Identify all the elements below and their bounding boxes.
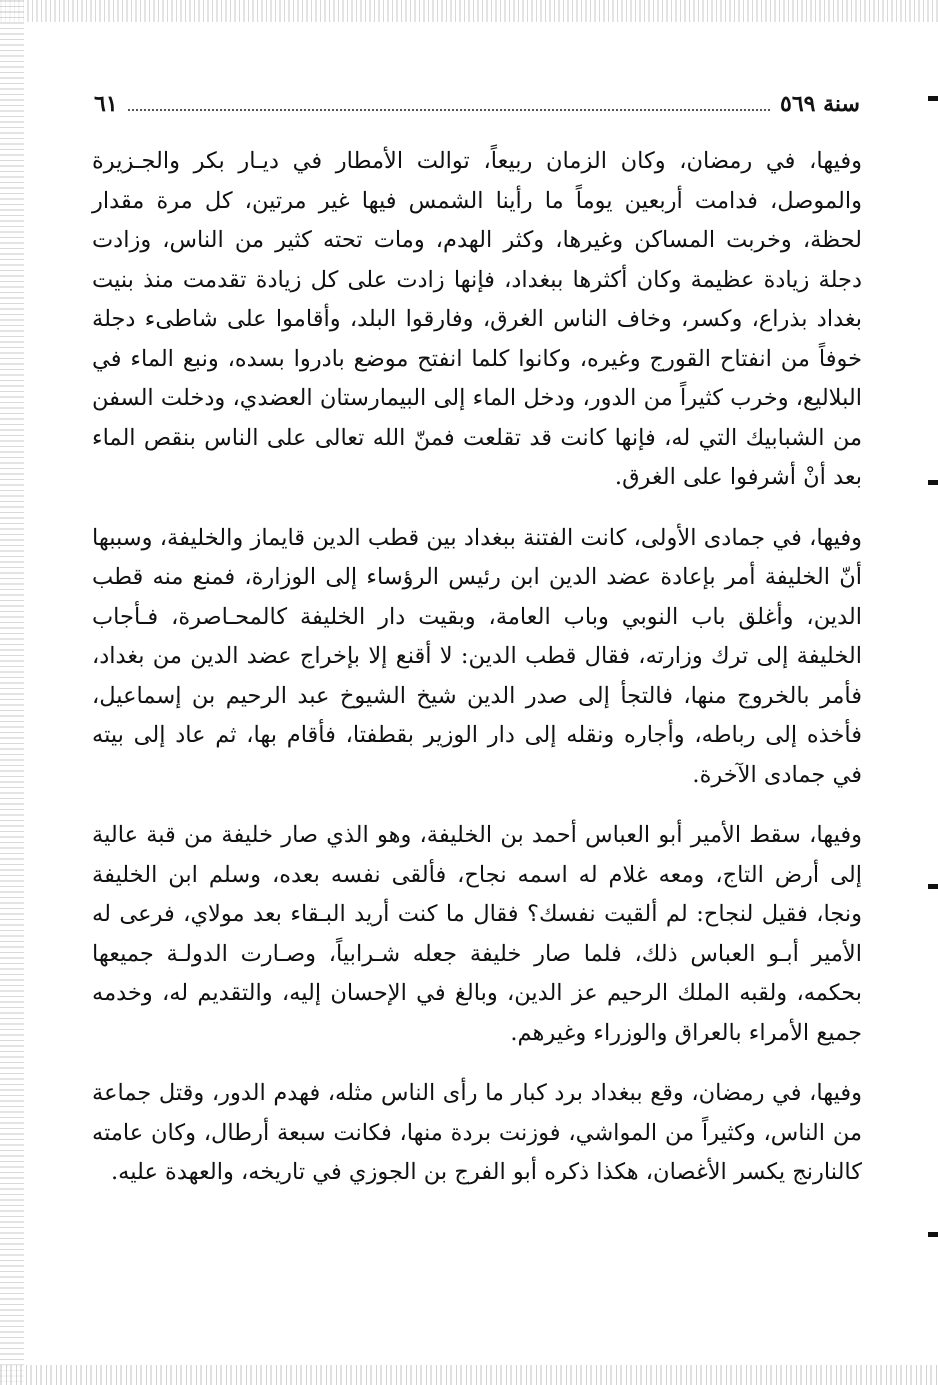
dotted-leader xyxy=(128,109,770,111)
page-number: ٦١ xyxy=(94,91,118,117)
year-heading: سنة ٥٦٩ xyxy=(780,91,860,117)
paragraph: وفيها، في جمادى الأولى، كانت الفتنة ببغداد بين قطب الدين قايماز والخليفة، وسببها أنّ الخليفة أمر بإعادة عضد الدين ابن رئيس الرؤساء إلى الوزارة، فمنع منه قطب الدين، وأغلق باب النوبي وباب العامة، وبقيت دار الخليفة كالمحـاصرة، فـأجاب الخليفة إلى ترك وزارته، فقال قطب الدين: لا أقنع إلا بإخراج عضد الدين من بغداد، فأمر بالخروج منها، فالتجأ إلى صدر الدين شيخ الشيوخ عبد الرحيم بن إسماعيل، فأخذه إلى رباطه، وأجاره ونقله إلى دار الوزير بقطفتا، فأقام بها، ثم عاد إلى بيته في جمادى الآخرة. xyxy=(92,524,862,788)
edge-mark xyxy=(928,480,938,485)
edge-mark xyxy=(928,1232,938,1237)
edge-mark xyxy=(928,884,938,889)
running-header xyxy=(94,86,860,122)
paragraph: وفيها، سقط الأمير أبو العباس أحمد بن الخليفة، وهو الذي صار خليفة من قبة عالية إلى أرض التاج، ومعه غلام له اسمه نجاح، فألقى نفسه بعده، وسلم ابن الخليفة ونجا، فقيل لنجاح: لم ألقيت نفسك؟ فقال ما كنت أريد البـقاء بعد مولاي، فرعى له الأمير أبـو العباس ذلك، فلما صار خليفة جعله شـرابياً، وصـارت الدولـة جميعها بحكمه، ولقبه الملك الرحيم عز الدين، وبالغ في الإحسان إليه، والتقديم له، وخدمه جميع الأمراء بالعراق والوزراء وغيرهم. xyxy=(92,822,862,1046)
body-text xyxy=(92,142,862,1193)
paragraph: وفيها، في رمضان، وقع ببغداد برد كبار ما رأى الناس مثله، فهدم الدور، وقتل جماعة من الناس، وكثيراً من المواشي، فوزنت بردة منها، فكانت سبعة أرطال، وكان عامته كالنارنج يكسر الأغصان، هكذا ذكره أبو الفرج بن الجوزي في تاريخه، والعهدة عليه. xyxy=(92,1080,862,1185)
paragraph: وفيها، في رمضان، وكان الزمان ربيعاً، توالت الأمطار في ديـار بكر والجـزيرة والموصل، فدامت أربعين يوماً ما رأينا الشمس فيها غير مرتين، كل مرة مقدار لحظة، وخربت المساكن وغيرها، وكثر الهدم، ومات تحته كثير من الناس، وزادت دجلة زيادة عظيمة وكان أكثرها ببغداد، فإنها زادت على كل زيادة تقدمت منذ بنيت بغداد بذراع، وكسر، وخاف الناس الغرق، وفارقوا البلد، وأقاموا على شاطىء دجلة خوفاً من انفتاح القورج وغيره، وكانوا كلما انفتح موضع بادروا بسده، ونبع الماء في البلاليع، وخرب كثيراً من الدور، ودخل الماء إلى البيمارستان العضدي، ودخلت السفن من الشبابيك التي له، فإنها كانت قد تقلعت فمنّ الله تعالى على الناس بنقص الماء بعد أنْ أشرفوا على الغرق. xyxy=(92,148,862,490)
edge-mark xyxy=(928,96,938,101)
scan-edge-top xyxy=(0,0,938,22)
scan-edge-bottom xyxy=(0,1365,938,1385)
scan-edge-left xyxy=(0,0,24,1385)
